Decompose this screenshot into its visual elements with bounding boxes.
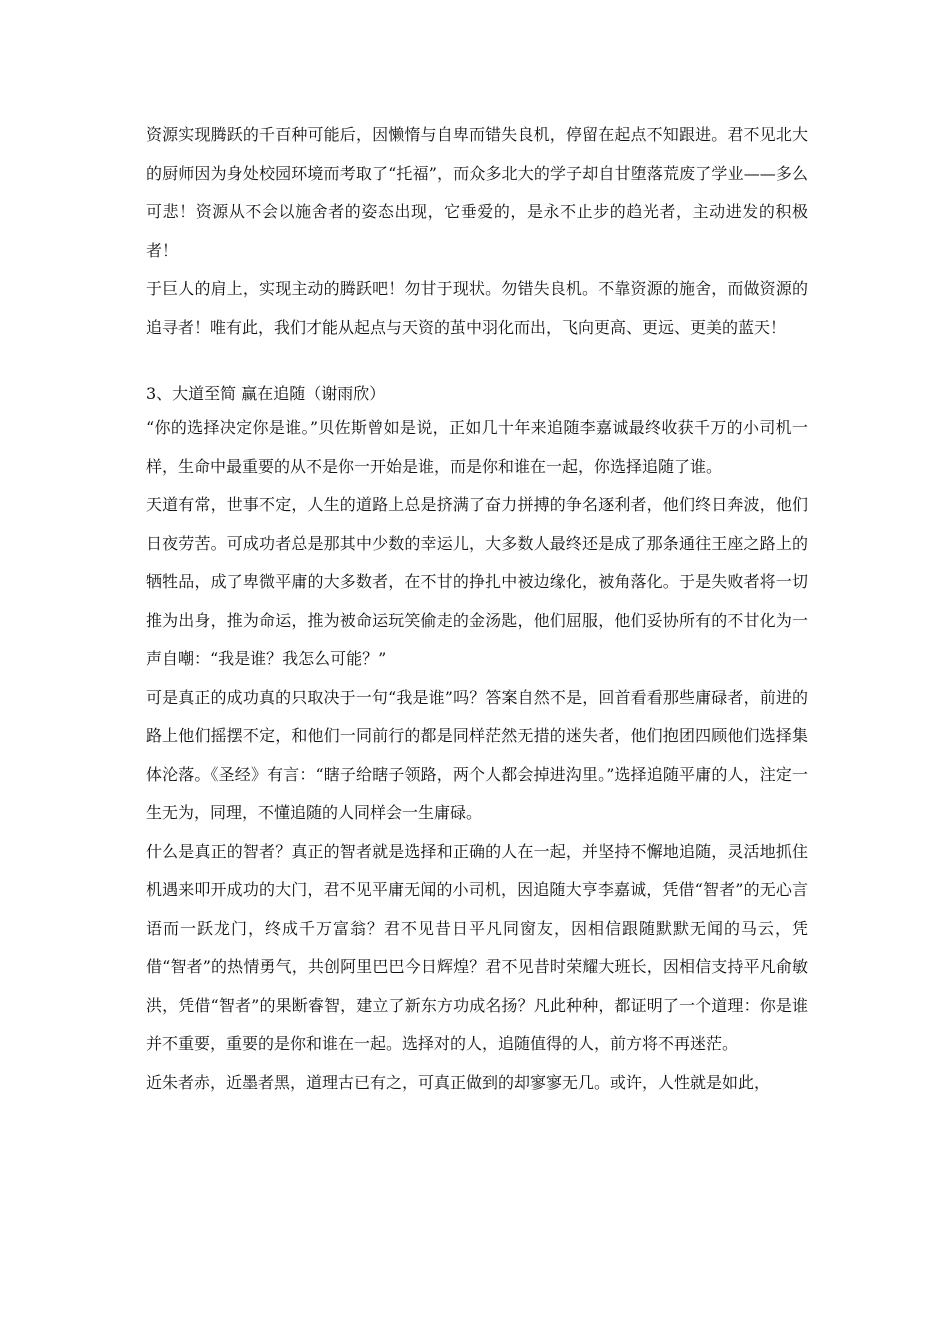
paragraph-who-am-i: 可是真正的成功真的只取决于一句“我是谁”吗？答案自然不是，回首看看那些庸碌者，前进的路上他们摇摆不定，和他们一同前行的都是同样茫然无措的迷失者，他们抱团四顾他们选择集体沦落。《圣经》有言：“瞎子给瞎子领路，两个人都会掉进沟里。”选择追随平庸的人，注定一生无为，同理，不懂追随的人同样会一生庸碌。 [146,687,808,822]
document-page [146,116,808,1102]
paragraph-near-red: 近朱者赤，近墨者黑，道理古已有之，可真正做到的却寥寥无几。或许，人性就是如此， [146,1072,771,1092]
paragraph-choice: “你的选择决定你是谁。”贝佐斯曾如是说，正如几十年来追随李嘉诚最终收获千万的小司机一样，生命中最重要的从不是你一开始是谁，而是你和谁在一起，你选择追随了谁。 [146,418,808,476]
section-heading: 3、大道至简 赢在追随（谢雨欣） [146,384,386,403]
paragraph-fate: 天道有常，世事不定，人生的道路上总是挤满了奋力拼搏的争名逐利者，他们终日奔波，他们日夜劳苦。可成功者总是那其中少数的幸运儿，大多数人最终还是成了那条通往王座之路上的牺牲品，成了卑微平庸的大多数者，在不甘的挣扎中被边缘化，被角落化。于是失败者将一切推为出身，推为命运，推为被命运玩笑偷走的金汤匙，他们屈服，他们妥协所有的不甘化为一声自嘲：“我是谁？我怎么可能？” [146,495,808,668]
paragraph-wise-man: 什么是真正的智者？真正的智者就是选择和正确的人在一起，并坚持不懈地追随，灵活地抓住机遇来叩开成功的大门，君不见平庸无闻的小司机，因追随大亨李嘉诚，凭借“智者”的无心言语而一跃龙门，终成千万富翁？君不见昔日平凡同窗友，因相信跟随默默无闻的马云，凭借“智者”的热情勇气，共创阿里巴巴今日辉煌？君不见昔时荣耀大班长，因相信支持平凡俞敏洪，凭借“智者”的果断睿智，建立了新东方功成名扬？凡此种种，都证明了一个道理：你是谁并不重要，重要的是你和谁在一起。选择对的人，追随值得的人，前方将不再迷茫。 [146,841,808,1053]
paragraph-resources: 资源实现腾跃的千百种可能后，因懒惰与自卑而错失良机，停留在起点不知跟进。君不见北大的厨师因为身处校园环境而考取了“托福”，而众多北大的学子却自甘堕落荒废了学业——多么可悲！资源从不会以施舍者的姿态出现，它垂爱的，是永不止步的趋光者，主动进发的积极者！ [146,125,808,260]
paragraph-giant-shoulders: 于巨人的肩上，实现主动的腾跃吧！勿甘于现状。勿错失良机。不靠资源的施舍，而做资源的追寻者！唯有此，我们才能从起点与天资的茧中羽化而出，飞向更高、更远、更美的蓝天！ [146,279,808,337]
